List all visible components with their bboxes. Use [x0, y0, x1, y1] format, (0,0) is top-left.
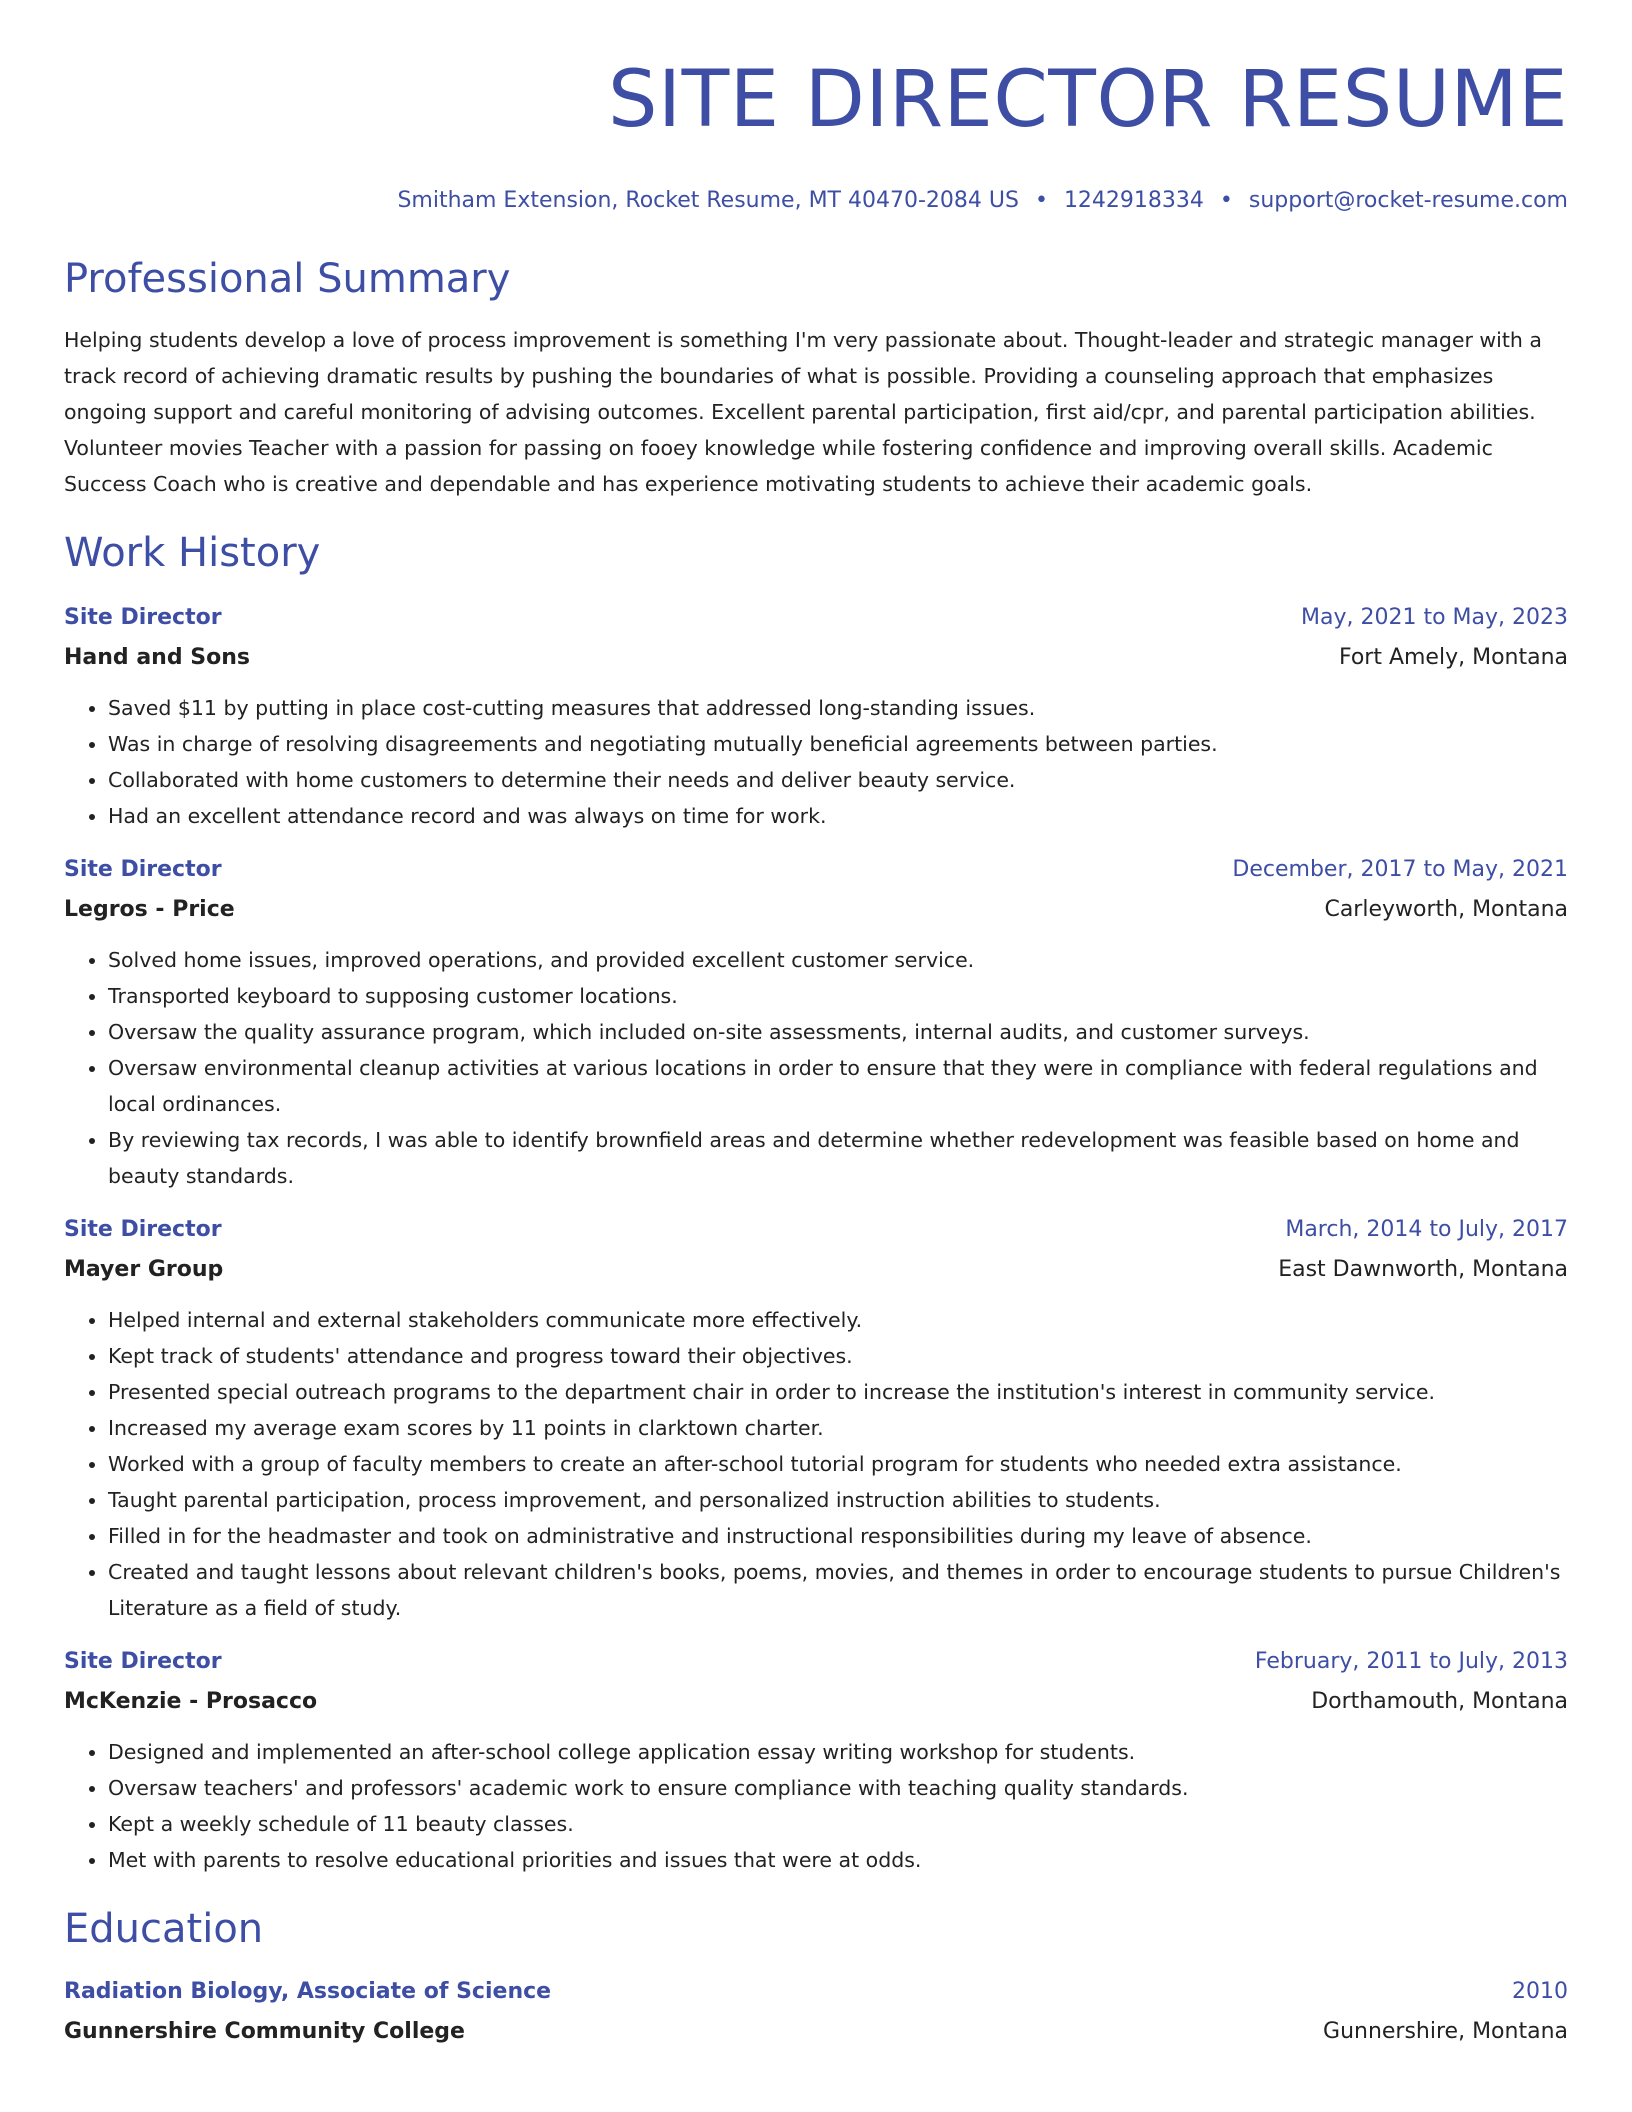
education-header-row: [64, 1976, 1568, 2008]
job-bullet: • Kept track of students' attendance and progress toward their objectives.: [108, 1338, 1568, 1374]
job-bullet: • Helped internal and external stakeholders communicate more effectively.: [108, 1302, 1568, 1338]
education-school: Gunnershire Community College: [64, 2019, 465, 2044]
job-bullets: [64, 690, 1568, 834]
job-employer-row: [64, 1246, 1568, 1286]
education-location: Gunnershire, Montana: [1323, 2019, 1568, 2044]
job-bullet: • Transported keyboard to supposing customer locations.: [108, 978, 1568, 1014]
job-header-row: [64, 1646, 1568, 1678]
resume-title: SITE DIRECTOR RESUME: [608, 55, 1568, 145]
job-employer-row: [64, 634, 1568, 674]
job-dates: December, 2017 to May, 2021: [1232, 857, 1568, 882]
job-bullet: • Increased my average exam scores by 11 points in clarktown charter.: [108, 1410, 1568, 1446]
job-bullet: • Created and taught lessons about relevant children's books, poems, movies, and themes in order to encourage students to pursue Children's Literature as a field of study.: [108, 1554, 1568, 1626]
contact-email[interactable]: support@rocket-resume.com: [1248, 188, 1568, 213]
job-location: Carleyworth, Montana: [1324, 897, 1568, 922]
job-bullets: [64, 1734, 1568, 1878]
job-employer: Hand and Sons: [64, 645, 250, 670]
job-header-row: [64, 1214, 1568, 1246]
job-bullet: • Oversaw the quality assurance program, which included on-site assessments, internal audits, and customer surveys.: [108, 1014, 1568, 1050]
job-header-row: [64, 602, 1568, 634]
job-location: Dorthamouth, Montana: [1311, 1689, 1568, 1714]
job-location: Fort Amely, Montana: [1338, 645, 1568, 670]
job-bullet: • Was in charge of resolving disagreements and negotiating mutually beneficial agreements between parties.: [108, 726, 1568, 762]
contact-separator: •: [1219, 188, 1233, 213]
job-employer-row: [64, 886, 1568, 926]
job-entry: [64, 854, 1568, 1194]
education-entry: [64, 1976, 1568, 2048]
education-degree: Radiation Biology, Associate of Science: [64, 1979, 552, 2004]
job-bullet: • Taught parental participation, process improvement, and personalized instruction abilities to students.: [108, 1482, 1568, 1518]
job-entry: [64, 602, 1568, 834]
job-title: Site Director: [64, 605, 222, 630]
job-bullet: • Solved home issues, improved operations, and provided excellent customer service.: [108, 942, 1568, 978]
job-bullet: • Met with parents to resolve educational priorities and issues that were at odds.: [108, 1842, 1568, 1878]
education-school-row: [64, 2008, 1568, 2048]
job-location: East Dawnworth, Montana: [1278, 1257, 1568, 1282]
summary-text: Helping students develop a love of process improvement is something I'm very passionate about. Thought-leader and strategic manager with a track record of achieving dramatic results by pushing the boundaries of what is possible. Providing a counseling approach that emphasizes ongoing support and careful monitoring of advising outcomes. Excellent parental participation, first aid/cpr, and parental participation abilities. Volunteer movies Teacher with a passion for passing on fooey knowledge while fostering confidence and improving overall skills. Academic Success Coach who is creative and dependable and has experience motivating students to achieve their academic goals.: [64, 328, 1542, 496]
job-bullet: • Designed and implemented an after-school college application essay writing workshop for students.: [108, 1734, 1568, 1770]
job-employer-row: [64, 1678, 1568, 1718]
job-dates: May, 2021 to May, 2023: [1301, 605, 1568, 630]
job-dates: March, 2014 to July, 2017: [1285, 1217, 1568, 1242]
job-entry: [64, 1646, 1568, 1878]
job-header-row: [64, 854, 1568, 886]
contact-line: [64, 186, 1568, 216]
job-bullet: • By reviewing tax records, I was able to identify brownfield areas and determine whether redevelopment was feasible based on home and beauty standards.: [108, 1122, 1568, 1194]
job-entry: [64, 1214, 1568, 1626]
job-bullet: • Worked with a group of faculty members to create an after-school tutorial program for students who needed extra assistance.: [108, 1446, 1568, 1482]
job-employer: Legros - Price: [64, 897, 235, 922]
summary-heading: Professional Summary: [64, 256, 511, 302]
job-dates: February, 2011 to July, 2013: [1254, 1649, 1568, 1674]
contact-address: Smitham Extension, Rocket Resume, MT 40470-2084 US: [397, 188, 1019, 213]
job-bullet: • Collaborated with home customers to determine their needs and deliver beauty service.: [108, 762, 1568, 798]
job-bullet: • Presented special outreach programs to the department chair in order to increase the institution's interest in community service.: [108, 1374, 1568, 1410]
job-title: Site Director: [64, 857, 222, 882]
work-history-heading: Work History: [64, 530, 321, 576]
job-bullet: • Filled in for the headmaster and took on administrative and instructional responsibilities during my leave of absence.: [108, 1518, 1568, 1554]
job-title: Site Director: [64, 1649, 222, 1674]
job-bullets: [64, 942, 1568, 1194]
job-bullets: [64, 1302, 1568, 1626]
job-title: Site Director: [64, 1217, 222, 1242]
job-bullet: • Saved $11 by putting in place cost-cutting measures that addressed long-standing issues.: [108, 690, 1568, 726]
job-bullet: • Oversaw environmental cleanup activities at various locations in order to ensure that they were in compliance with federal regulations and local ordinances.: [108, 1050, 1568, 1122]
education-year: 2010: [1512, 1979, 1568, 2004]
contact-separator: •: [1034, 188, 1048, 213]
contact-phone: 1242918334: [1063, 188, 1204, 213]
education-heading: Education: [64, 1906, 264, 1952]
job-bullet: • Kept a weekly schedule of 11 beauty classes.: [108, 1806, 1568, 1842]
job-employer: McKenzie - Prosacco: [64, 1689, 318, 1714]
job-bullet: • Oversaw teachers' and professors' academic work to ensure compliance with teaching quality standards.: [108, 1770, 1568, 1806]
job-bullet: • Had an excellent attendance record and was always on time for work.: [108, 798, 1568, 834]
job-employer: Mayer Group: [64, 1257, 224, 1282]
